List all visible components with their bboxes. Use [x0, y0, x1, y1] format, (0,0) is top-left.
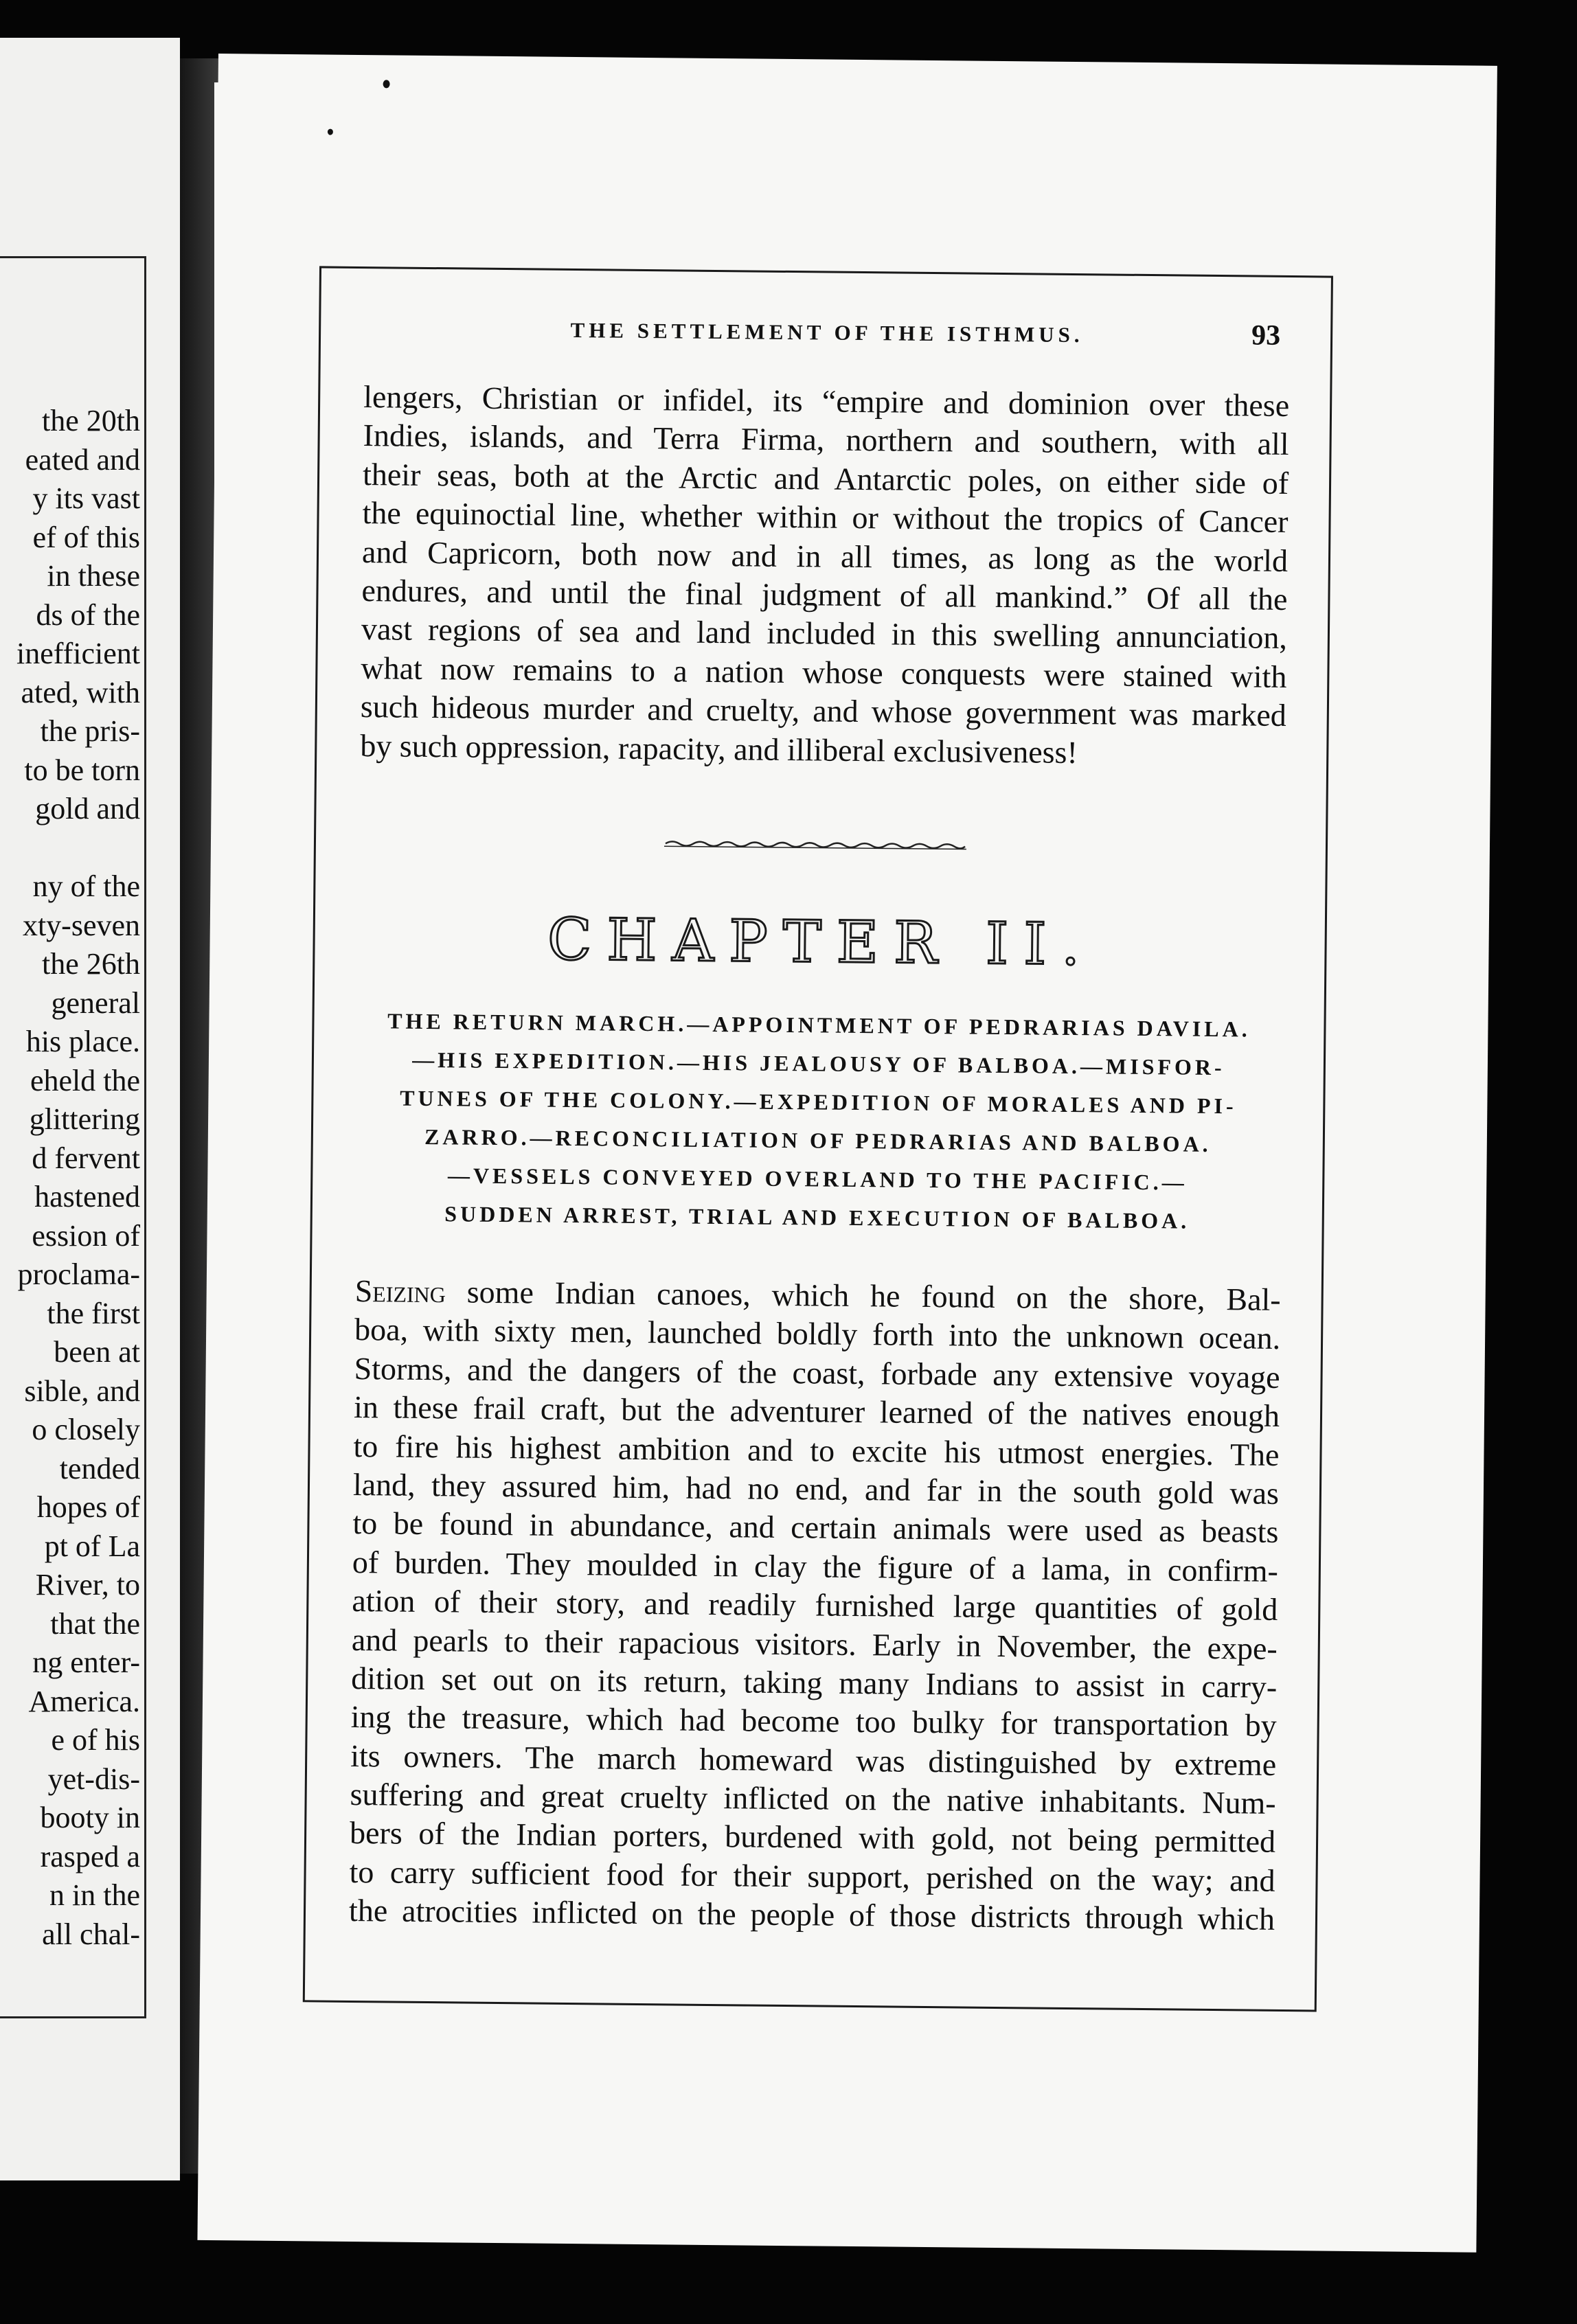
left-page-line: to be torn — [24, 753, 140, 787]
left-page-line: inefficient — [16, 637, 140, 670]
first-line-rest: some Indian canoes, which he found on the shore, Bal- — [445, 1274, 1281, 1317]
left-page-line: ds of the — [36, 597, 140, 632]
synopsis-line: —VESSELS CONVEYED OVERLAND TO THE PACIFIC.— — [447, 1163, 1188, 1195]
left-page-text — [0, 402, 140, 1954]
left-page-line: that the — [50, 1606, 140, 1641]
left-page-line: e of his — [51, 1723, 140, 1757]
left-page-line: eated and — [25, 442, 140, 477]
text-line: to fire his highest ambition and to excite his utmost energies. The — [353, 1428, 1280, 1472]
left-page-line: gold and — [35, 792, 140, 825]
synopsis-line: ZARRO.—RECONCILIATION OF PEDRARIAS AND BALBOA. — [424, 1124, 1212, 1157]
ink-speck — [383, 80, 390, 88]
text-line: lengers, Christian or infidel, its “empire and dominion over these — [363, 379, 1290, 423]
left-page-line: the 20th — [42, 404, 140, 437]
running-head: THE SETTLEMENT OF THE ISTHMUS. — [570, 317, 1084, 348]
text-line: endures, and until the final judgment of all mankind.” Of all the — [361, 572, 1288, 617]
text-line: of burden. They moulded in clay the figure of a lama, in confirm- — [352, 1544, 1279, 1588]
left-page-line: n in the — [49, 1878, 140, 1912]
left-page-line: proclama- — [17, 1257, 140, 1291]
text-line: dition set out on its return, taking many Indians to assist in carry- — [351, 1660, 1278, 1705]
text-line: and Capricorn, both now and in all times, as long as the world — [361, 534, 1289, 578]
left-page-line: ny of the — [32, 869, 140, 903]
left-page-line: o closely — [32, 1413, 140, 1446]
chapter-synopsis — [310, 1001, 1326, 1241]
left-page-line: booty in — [40, 1801, 140, 1834]
opening-word: Seizing — [354, 1273, 446, 1310]
left-page-line: ef of this — [32, 520, 140, 554]
left-page-line: rasped a — [40, 1839, 140, 1873]
book-page — [197, 54, 1497, 2253]
text-line: by such oppression, rapacity, and illiberal exclusiveness! — [360, 727, 1078, 770]
text-line: in these frail craft, but the adventurer learned of the natives enough — [353, 1389, 1280, 1434]
left-facing-page — [0, 38, 180, 2180]
left-page-line: y its vast — [32, 481, 140, 515]
left-page-line: been at — [54, 1335, 140, 1369]
left-page-line — [0, 829, 140, 868]
paragraph-1 — [360, 378, 1289, 774]
synopsis-line: TUNES OF THE COLONY.—EXPEDITION OF MORALES AND PI- — [400, 1085, 1237, 1119]
text-line: Storms, and the dangers of the coast, forbade any extensive voyage — [354, 1350, 1280, 1395]
text-line: such hideous murder and cruelty, and whose government was marked — [360, 689, 1287, 733]
left-page-line: sible, and — [24, 1374, 140, 1408]
left-page-line: River, to — [35, 1568, 140, 1602]
left-page-line: hopes of — [36, 1490, 140, 1524]
text-line: its owners. The march homeward was distinguished by extreme — [350, 1738, 1277, 1782]
left-page-line: ng enter- — [32, 1645, 140, 1679]
left-page-line: general — [51, 986, 140, 1020]
text-line: and pearls to their rapacious visitors. Early in November, the expe- — [351, 1621, 1278, 1666]
text-line: what now remains to a nation whose conquests were stained with — [361, 650, 1287, 694]
synopsis-line: —HIS EXPEDITION.—HIS JEALOUSY OF BALBOA.—MISFOR- — [411, 1047, 1225, 1080]
text-line: boa, with sixty men, launched boldly forth into the unknown ocean. — [354, 1312, 1281, 1356]
left-page-line: in these — [47, 559, 140, 593]
text-line: to be found in abundance, and certain animals were used as beasts — [352, 1505, 1279, 1550]
left-page-line: d fervent — [32, 1141, 140, 1175]
left-page-line: the 26th — [42, 947, 140, 981]
text-line: ation of their story, and readily furnished large quantities of gold — [352, 1583, 1278, 1628]
left-page-line: ated, with — [21, 675, 140, 709]
text-line: land, they assured him, had no end, and far in the south gold was — [352, 1466, 1280, 1511]
text-line: bers of the Indian porters, burdened with gold, not being permitted — [349, 1815, 1276, 1860]
left-page-line: glittering — [29, 1102, 140, 1136]
paragraph-2 — [349, 1272, 1281, 1939]
text-line: their seas, both at the Arctic and Antarctic poles, on either side of — [362, 456, 1289, 501]
text-line: the equinoctial line, whether within or without the tropics of Cancer — [362, 495, 1289, 540]
left-page-line: xty-seven — [22, 908, 140, 942]
left-page-line: the pris- — [40, 714, 140, 748]
left-page-line: eheld the — [30, 1063, 140, 1097]
left-page-line: ession of — [32, 1218, 140, 1253]
synopsis-line: SUDDEN ARREST, TRIAL AND EXECUTION OF BALBOA. — [444, 1201, 1190, 1233]
left-page-line: all chal- — [42, 1917, 140, 1951]
text-line: to carry sufficient food for their support, perished on the way; and — [349, 1854, 1275, 1898]
left-page-line: pt of La — [44, 1529, 140, 1563]
left-page-line: America. — [28, 1684, 140, 1718]
text-line: ing the treasure, which had become too bulky for transportation by — [350, 1699, 1277, 1744]
ink-speck — [328, 129, 333, 135]
page-number: 93 — [1251, 319, 1281, 352]
left-page-line: hastened — [34, 1180, 140, 1214]
text-line: suffering and great cruelty inflicted on the native inhabitants. Num- — [350, 1777, 1276, 1821]
text-line: Indies, islands, and Terra Firma, northern and southern, with all — [363, 418, 1289, 462]
left-page-line: the first — [47, 1296, 140, 1330]
synopsis-line: THE RETURN MARCH.—APPOINTMENT OF PEDRARIAS DAVILA. — [387, 1008, 1251, 1042]
text-line: the atrocities inflicted on the people of those districts through which — [348, 1893, 1275, 1937]
left-page-line: his place. — [25, 1025, 140, 1058]
text-line: vast regions of sea and land included in this swelling annunciation, — [361, 611, 1288, 656]
left-page-line: yet-dis- — [47, 1762, 140, 1796]
chapter-title: CHAPTER II. — [547, 905, 1096, 979]
left-page-line: tended — [59, 1451, 140, 1485]
